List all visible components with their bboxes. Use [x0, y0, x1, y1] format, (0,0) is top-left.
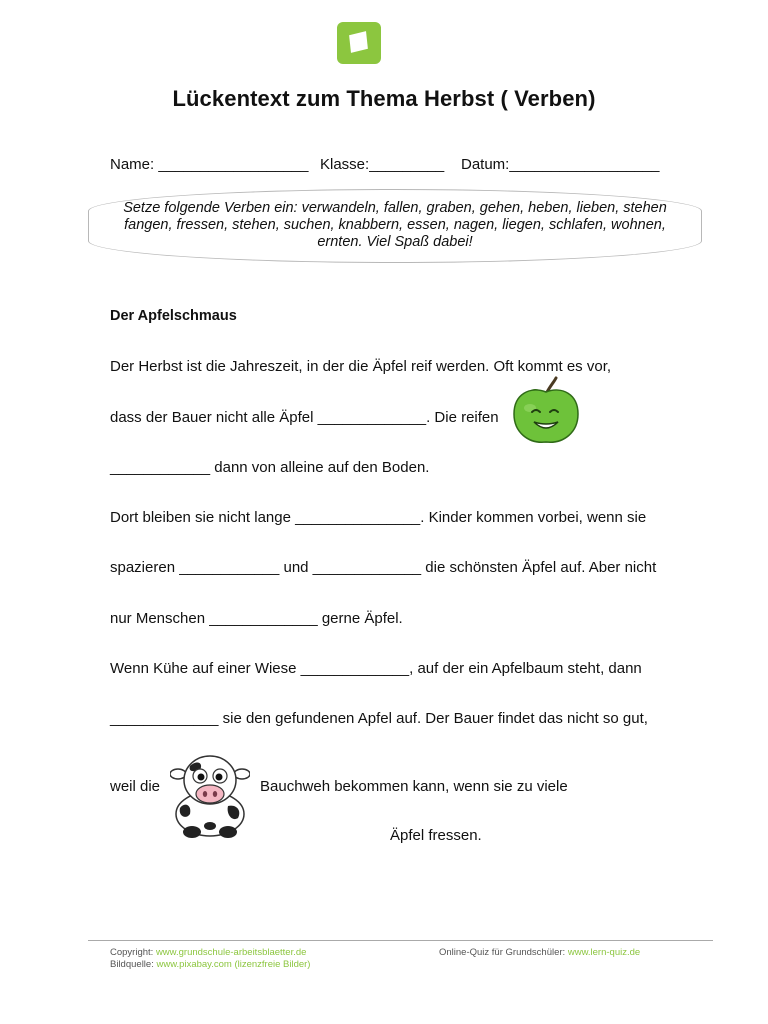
story-heading: Der Apfelschmaus — [110, 308, 237, 324]
copyright-label: Copyright: — [110, 947, 156, 958]
footer-divider — [88, 940, 713, 941]
worksheet-title: Lückentext zum Thema Herbst ( Verben) — [172, 86, 596, 111]
story-line: spazieren ____________ und _____________ die schönsten Äpfel auf. Aber nicht — [110, 559, 657, 576]
source-label: Bildquelle: — [110, 959, 157, 970]
footer-quiz — [439, 947, 640, 958]
story-line: Dort bleiben sie nicht lange _______________. Kinder kommen vorbei, wenn sie — [110, 509, 647, 526]
story-line: _____________ sie den gefundenen Apfel auf. Der Bauer findet das nicht so gut, — [110, 710, 648, 727]
instruction-line: fangen, fressen, stehen, suchen, knabbern, essen, nagen, liegen, schlafen, wohnen, — [124, 217, 666, 233]
instruction-line: ernten. Viel Spaß dabei! — [317, 234, 473, 250]
date-field: Datum:__________________ — [461, 156, 660, 173]
source-link[interactable]: www.pixabay.com (lizenzfreie Bilder) — [156, 959, 311, 970]
footer-image-source — [110, 959, 310, 970]
site-logo-icon — [337, 22, 381, 64]
story-line: Wenn Kühe auf einer Wiese _____________, auf der ein Apfelbaum steht, dann — [110, 660, 642, 677]
story-line: dass der Bauer nicht alle Äpfel _____________. Die reifen — [110, 409, 499, 426]
quiz-link[interactable]: www.lern-quiz.de — [567, 947, 641, 958]
copyright-link[interactable]: www.grundschule-arbeitsblaetter.de — [155, 947, 307, 958]
cow-icon — [170, 752, 250, 840]
story-line: Bauchweh bekommen kann, wenn sie zu viele — [260, 778, 568, 795]
story-line: ____________ dann von alleine auf den Boden. — [110, 459, 430, 476]
story-line: nur Menschen _____________ gerne Äpfel. — [110, 610, 403, 627]
story-line: weil die — [110, 778, 161, 795]
story-line: Äpfel fressen. — [390, 827, 482, 844]
apple-icon — [510, 376, 582, 446]
class-field: Klasse:_________ — [320, 156, 445, 173]
footer-copyright — [110, 947, 306, 958]
story-line: Der Herbst ist die Jahreszeit, in der die Äpfel reif werden. Oft kommt es vor, — [110, 358, 612, 375]
quiz-label: Online-Quiz für Grundschüler: — [439, 947, 568, 958]
name-field: Name: __________________ — [110, 156, 309, 173]
instruction-line: Setze folgende Verben ein: verwandeln, fallen, graben, gehen, heben, lieben, stehen — [123, 200, 667, 216]
instruction-text — [96, 200, 694, 251]
